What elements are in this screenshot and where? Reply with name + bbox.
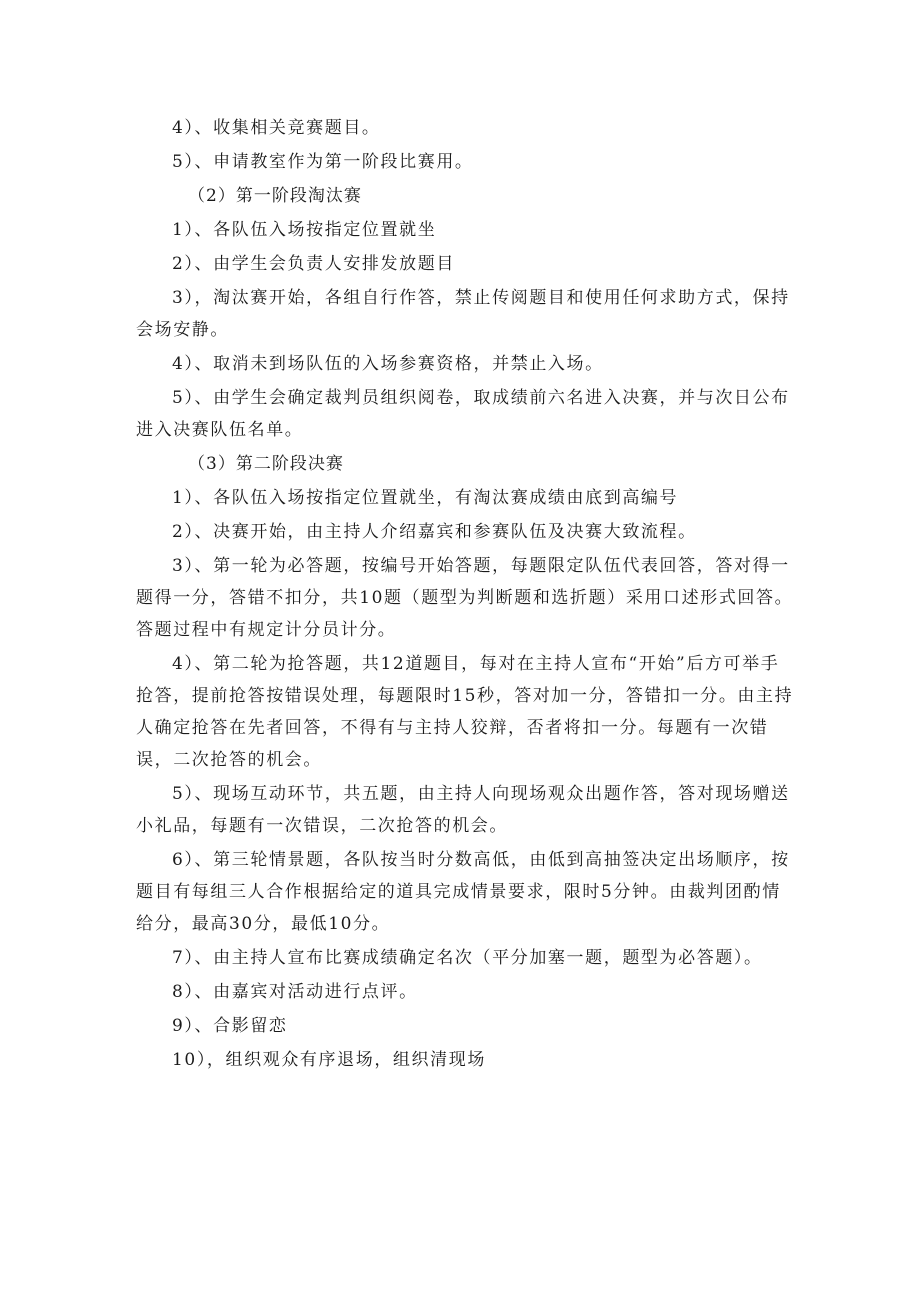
paragraph-item: 7）、由主持人宣布比赛成绩确定名次（平分加塞一题，题型为必答题）。 bbox=[172, 948, 763, 968]
paragraph-item: 3）、第一轮为必答题，按编号开始答题，每题限定队伍代表回答，答对得一题得一分，答错不扣分，共10题（题型为判断题和选折题）采用口述形式回答。答题过程中有规定计分员计分。 bbox=[136, 556, 794, 640]
paragraph-item: 8）、由嘉宾对活动进行点评。 bbox=[172, 982, 418, 1002]
paragraph-item: 5）、现场互动环节，共五题，由主持人向现场观众出题作答，答对现场赠送小礼品，每题有一次错误，二次抢答的机会。 bbox=[136, 784, 790, 836]
paragraph-item: 2）、决赛开始，由主持人介绍嘉宾和参赛队伍及决赛大致流程。 bbox=[172, 522, 697, 542]
paragraph-item: 1）、各队伍入场按指定位置就坐 bbox=[172, 220, 437, 240]
paragraph-item: 4）、收集相关竞赛题目。 bbox=[172, 118, 381, 138]
section-heading: （2）第一阶段淘汰赛 bbox=[188, 186, 362, 206]
paragraph-item: 10），组织观众有序退场，组织清现场 bbox=[172, 1050, 486, 1070]
paragraph-item: 4）、第二轮为抢答题，共12道题目，每对在主持人宣布“开始”后方可举手抢答，提前抢答按错误处理，每题限时15秒，答对加一分，答错扣一分。由主持人确定抢答在先者回答，不得有与主持人狡辩，否者将扣一分。每题有一次错误，二次抢答的机会。 bbox=[136, 654, 794, 770]
paragraph-item: 9）、合影留恋 bbox=[172, 1016, 288, 1036]
paragraph-item: 3），淘汰赛开始，各组自行作答，禁止传阅题目和使用任何求助方式，保持会场安静。 bbox=[136, 288, 790, 340]
paragraph-item: 5）、由学生会确定裁判员组织阅卷，取成绩前六名进入决赛，并与次日公布进入决赛队伍名单。 bbox=[136, 388, 790, 440]
paragraph-item: 6）、第三轮情景题，各队按当时分数高低，由低到高抽签决定出场顺序，按题目有每组三人合作根据给定的道具完成情景要求，限时5分钟。由裁判团酌情给分，最高30分，最低10分。 bbox=[136, 850, 790, 934]
document-body bbox=[136, 112, 796, 1078]
section-heading: （3）第二阶段决赛 bbox=[188, 454, 344, 474]
paragraph-item: 1）、各队伍入场按指定位置就坐，有淘汰赛成绩由底到高编号 bbox=[172, 488, 679, 508]
paragraph-item: 2）、由学生会负责人安排发放题目 bbox=[172, 254, 455, 274]
paragraph-item: 4）、取消未到场队伍的入场参赛资格，并禁止入场。 bbox=[172, 354, 604, 374]
paragraph-item: 5）、申请教室作为第一阶段比赛用。 bbox=[172, 152, 474, 172]
